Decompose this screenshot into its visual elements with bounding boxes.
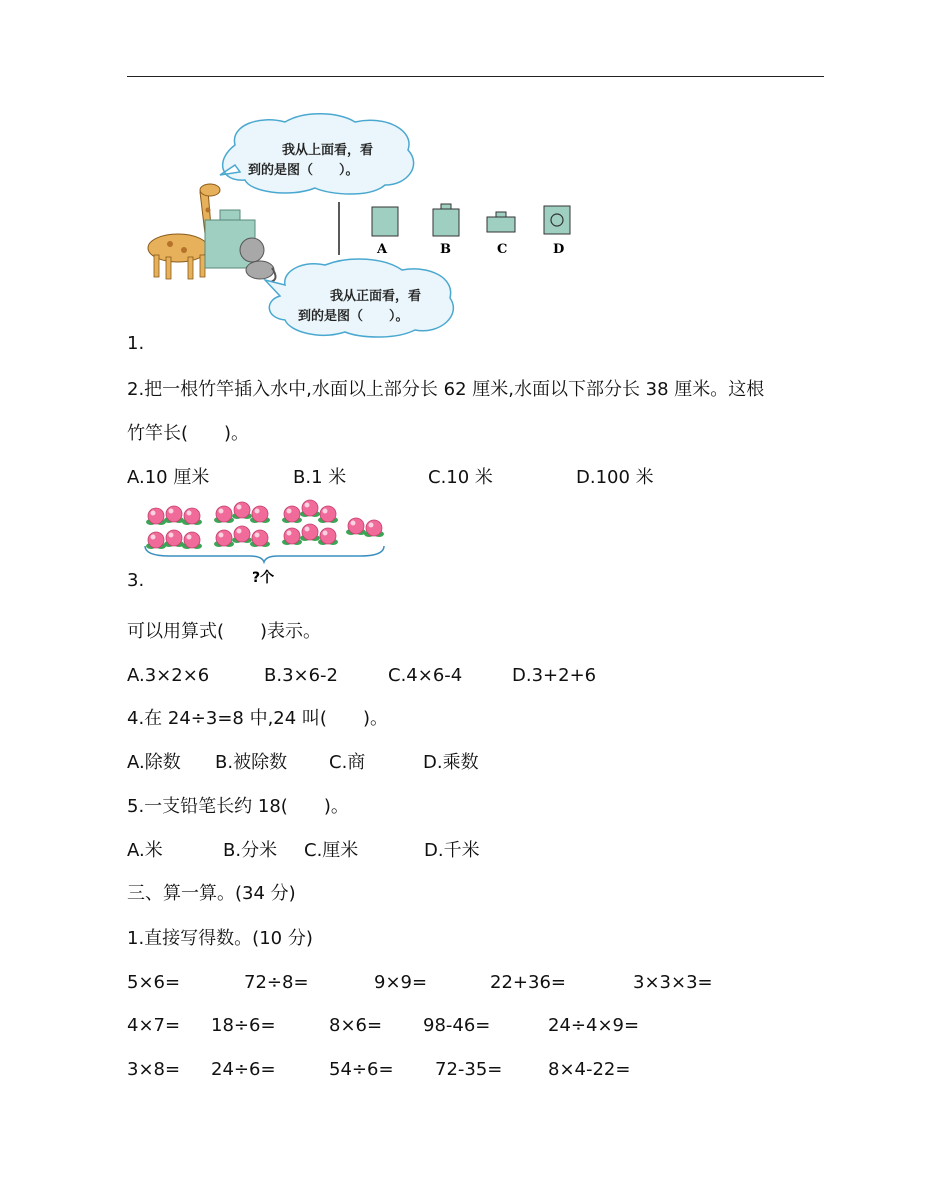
q4-stem: 4.在 24÷3=8 中,24 叫( )。 [127, 708, 388, 729]
q5-option-d: D.千米 [424, 840, 480, 861]
q5-option-c: C.厘米 [304, 840, 359, 861]
peach-icon [146, 532, 166, 549]
q3-stem: 可以用算式( )表示。 [127, 621, 322, 642]
peach-icon [146, 508, 166, 525]
q5-option-b: B.分米 [223, 840, 278, 861]
peach-icon [182, 532, 202, 549]
peach-icon [250, 530, 270, 547]
q5-option-a: A.米 [127, 840, 163, 861]
calc-r2-c3: 8×6= [329, 1015, 383, 1036]
calc-r3-c2: 24÷6= [211, 1059, 276, 1080]
q3-option-b: B.3×6-2 [264, 665, 339, 686]
peach-icon [346, 518, 366, 535]
calc-r2-c5: 24÷4×9= [548, 1015, 640, 1036]
peach-icon [250, 506, 270, 523]
q1-illustration [140, 110, 590, 345]
peach-icon [214, 506, 234, 523]
peach-icon [318, 528, 338, 545]
monkey-icon [240, 238, 276, 282]
section3-title: 三、算一算。(34 分) [127, 883, 296, 904]
choice-c-shape [487, 212, 515, 232]
calc-r3-c5: 8×4-22= [548, 1059, 631, 1080]
calc-r2-c2: 18÷6= [211, 1015, 276, 1036]
q2-option-a: A.10 厘米 [127, 467, 210, 488]
q2-option-d: D.100 米 [576, 467, 654, 488]
peach-icon [300, 524, 320, 541]
q4-option-c: C.商 [329, 752, 366, 773]
q1-number: 1. [127, 333, 145, 354]
bubble-top-line1: 我从上面看，看 [282, 143, 374, 158]
q2-stem-line2: 竹竿长( )。 [127, 423, 250, 444]
choice-label-d: D [553, 242, 565, 257]
q4-option-a: A.除数 [127, 752, 181, 773]
curly-brace [145, 546, 384, 562]
calc-r2-c4: 98-46= [423, 1015, 491, 1036]
peach-icon [232, 526, 252, 543]
peach-icon [282, 506, 302, 523]
peach-icon [164, 530, 184, 547]
section3-sub1: 1.直接写得数。(10 分) [127, 928, 313, 949]
calc-r1-c5: 3×3×3= [633, 972, 713, 993]
q3-peaches-illustration [140, 496, 390, 591]
calc-r3-c3: 54÷6= [329, 1059, 394, 1080]
choice-label-c: C [497, 242, 508, 257]
choice-label-b: B [440, 242, 451, 257]
q2-stem-line1: 2.把一根竹竿插入水中,水面以上部分长 62 厘米,水面以下部分长 38 厘米。这根 [127, 379, 765, 400]
choice-a-shape [372, 207, 398, 236]
calc-r1-c1: 5×6= [127, 972, 181, 993]
bubble-bottom-line1: 我从正面看，看 [330, 289, 422, 304]
choice-b-shape [433, 204, 459, 236]
q4-option-b: B.被除数 [215, 752, 288, 773]
brace-label: ?个 [252, 570, 275, 586]
calc-r2-c1: 4×7= [127, 1015, 181, 1036]
q4-option-d: D.乘数 [423, 752, 479, 773]
bubble-bottom-line2: 到的是图（ ）。 [298, 309, 409, 324]
peach-icon [232, 502, 252, 519]
q3-option-c: C.4×6-4 [388, 665, 463, 686]
calc-r1-c4: 22+36= [490, 972, 566, 993]
peach-icon [164, 506, 184, 523]
peach-icon [182, 508, 202, 525]
q3-option-d: D.3+2+6 [512, 665, 597, 686]
peach-icon [318, 506, 338, 523]
choice-d-shape [544, 206, 570, 234]
q5-stem: 5.一支铅笔长约 18( )。 [127, 796, 349, 817]
peach-icon [282, 528, 302, 545]
peach-icon [364, 520, 384, 537]
choice-label-a: A [377, 242, 388, 257]
header-rule [127, 76, 824, 77]
q2-option-b: B.1 米 [293, 467, 347, 488]
q3-number: 3. [127, 570, 145, 591]
q3-option-a: A.3×2×6 [127, 665, 210, 686]
calc-r1-c3: 9×9= [374, 972, 428, 993]
bubble-top-line2: 到的是图（ ）。 [248, 163, 359, 178]
peach-icon [214, 530, 234, 547]
calc-r3-c1: 3×8= [127, 1059, 181, 1080]
q2-option-c: C.10 米 [428, 467, 493, 488]
calc-r3-c4: 72-35= [435, 1059, 503, 1080]
calc-r1-c2: 72÷8= [244, 972, 309, 993]
peach-icon [300, 500, 320, 517]
